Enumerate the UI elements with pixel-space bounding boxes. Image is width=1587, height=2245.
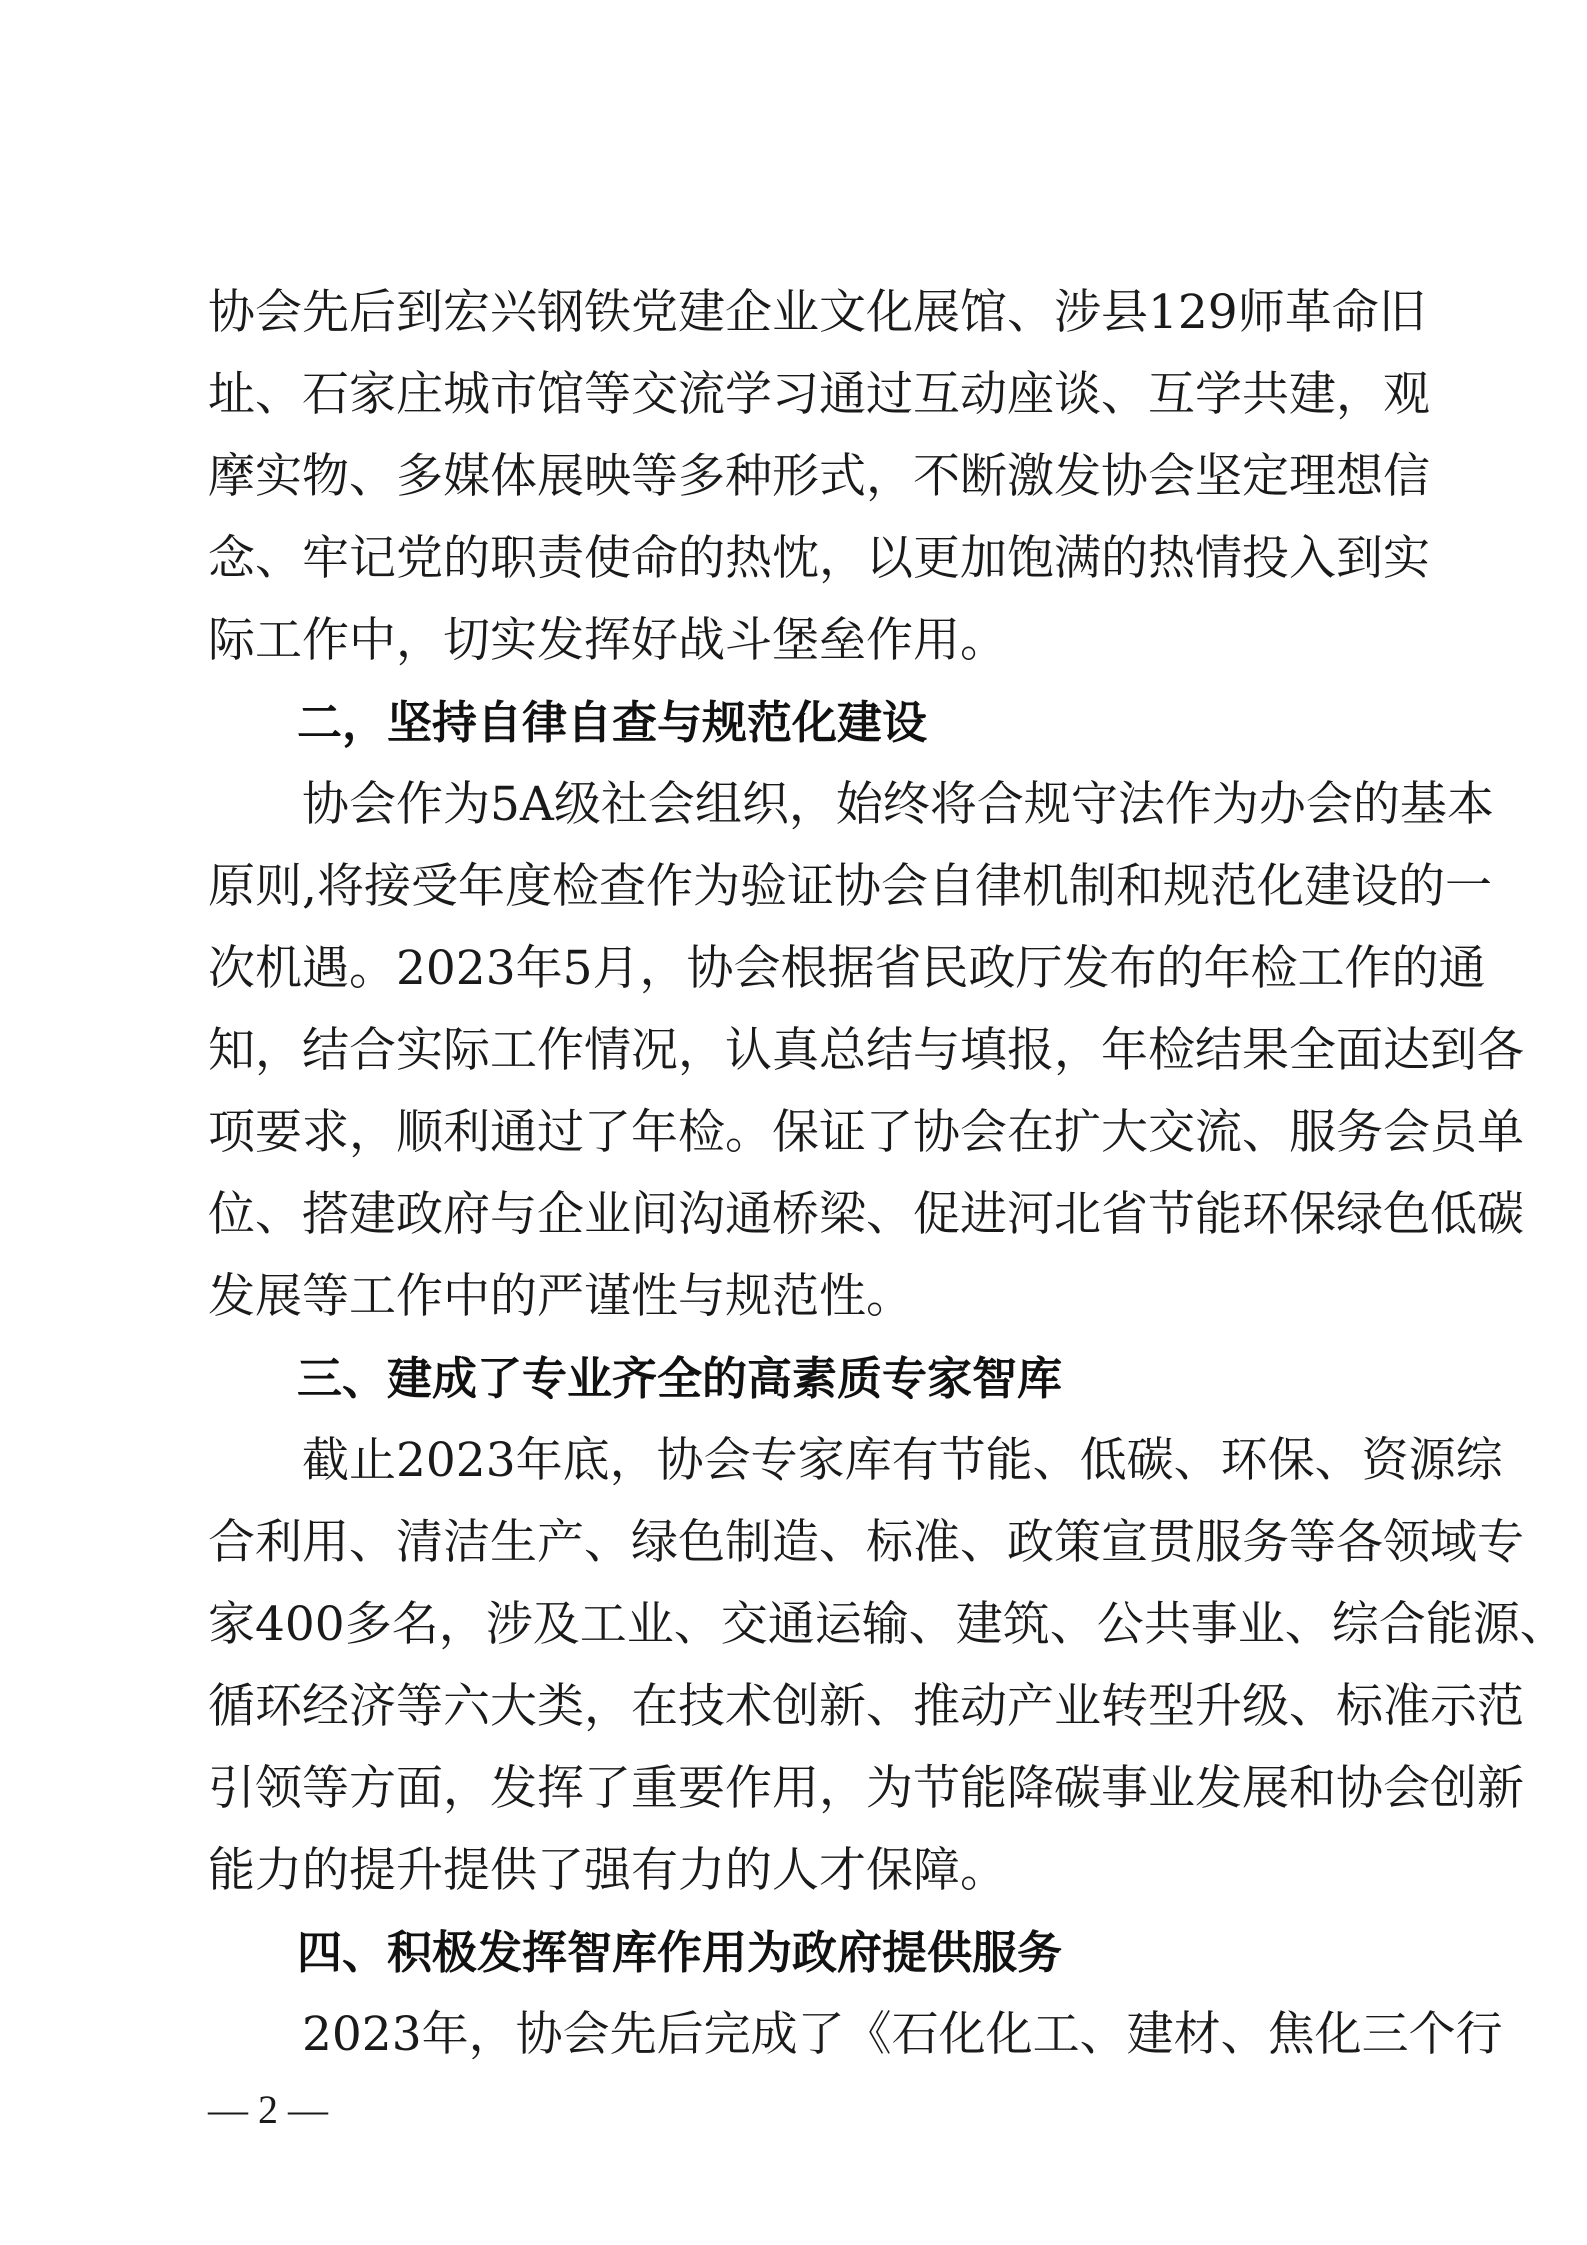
paragraph-line: 原则,将接受年度检查作为验证协会自律机制和规范化建设的一 (208, 859, 1492, 914)
paragraph-line: 截止2023年底，协会专家库有节能、低碳、环保、资源综 (302, 1433, 1503, 1488)
section-heading: 四、积极发挥智库作用为政府提供服务 (297, 1926, 1063, 1979)
paragraph-line: 引领等方面，发挥了重要作用，为节能降碳事业发展和协会创新 (208, 1761, 1524, 1816)
paragraph-line: 协会先后到宏兴钢铁党建企业文化展馆、涉县129师革命旧 (208, 285, 1426, 340)
section-heading: 三、建成了专业齐全的高素质专家智库 (297, 1352, 1063, 1405)
paragraph-line: 发展等工作中的严谨性与规范性。 (208, 1269, 913, 1324)
paragraph-line: 际工作中，切实发挥好战斗堡垒作用。 (208, 613, 1007, 668)
paragraph-line: 2023年，协会先后完成了《石化化工、建材、焦化三个行 (302, 2007, 1503, 2062)
paragraph-line: 项要求，顺利通过了年检。保证了协会在扩大交流、服务会员单 (208, 1105, 1524, 1160)
paragraph-line: 能力的提升提供了强有力的人才保障。 (208, 1843, 1007, 1898)
page-number: — 2 — (208, 2087, 328, 2132)
paragraph-line: 摩实物、多媒体展映等多种形式，不断激发协会坚定理想信 (208, 449, 1430, 504)
paragraph-line: 家400多名，涉及工业、交通运输、建筑、公共事业、综合能源、 (208, 1597, 1567, 1652)
paragraph-line: 合利用、清洁生产、绿色制造、标准、政策宣贯服务等各领域专 (208, 1515, 1524, 1570)
paragraph-line: 协会作为5A级社会组织，始终将合规守法作为办会的基本 (302, 777, 1494, 832)
paragraph-line: 次机遇。2023年5月，协会根据省民政厅发布的年检工作的通 (208, 941, 1486, 996)
paragraph-line: 知，结合实际工作情况，认真总结与填报，年检结果全面达到各 (208, 1023, 1524, 1078)
section-heading: 二，坚持自律自查与规范化建设 (297, 696, 928, 749)
paragraph-line: 位、搭建政府与企业间沟通桥梁、促进河北省节能环保绿色低碳 (208, 1187, 1524, 1242)
paragraph-line: 址、石家庄城市馆等交流学习通过互动座谈、互学共建，观 (208, 367, 1430, 422)
paragraph-line: 念、牢记党的职责使命的热忱，以更加饱满的热情投入到实 (208, 531, 1430, 586)
paragraph-line: 循环经济等六大类，在技术创新、推动产业转型升级、标准示范 (208, 1679, 1524, 1734)
